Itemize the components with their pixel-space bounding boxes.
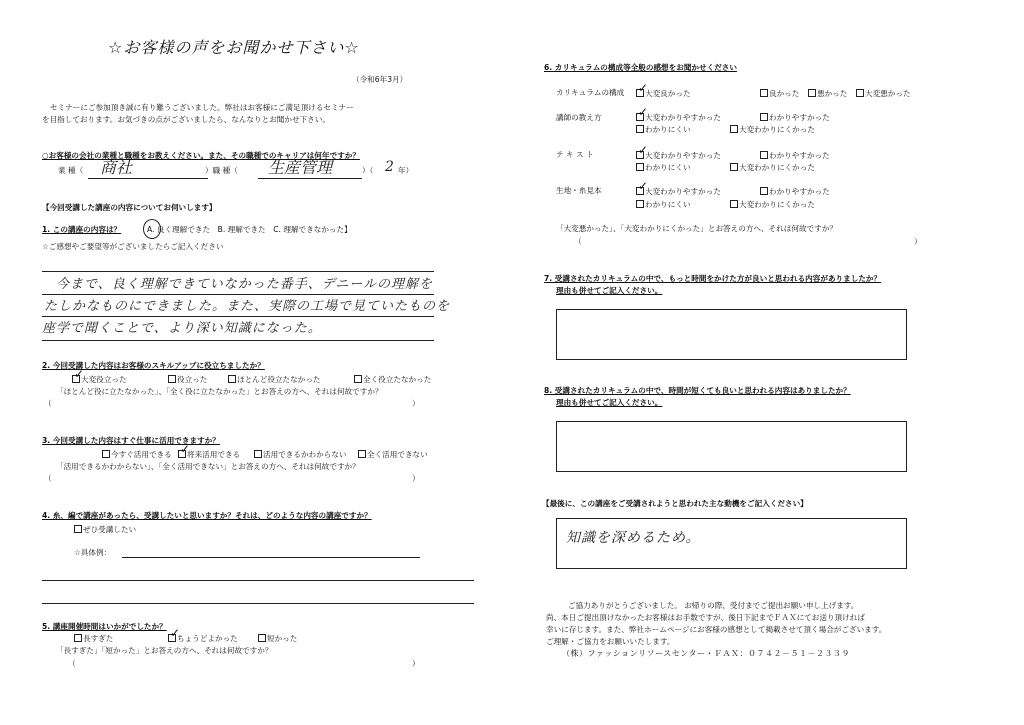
- checkbox[interactable]: [636, 200, 644, 208]
- q6-row3-opt2[interactable]: わかりやすかった: [760, 151, 830, 160]
- q3-option-2[interactable]: 将来活用できる: [178, 450, 240, 459]
- checkbox[interactable]: [730, 163, 738, 171]
- q8-sub: 理由も併せてご記入ください。: [556, 398, 663, 407]
- q4-label: 4. 糸、編で講座があったら、受講したいと思いますか？それは、どのような内容の講座ですか？: [42, 511, 372, 520]
- checkbox[interactable]: [258, 634, 266, 642]
- q6-row3-opt1[interactable]: 大変わかりやすかった: [636, 151, 721, 160]
- checkbox[interactable]: [730, 125, 738, 133]
- q2-option-4[interactable]: 全く役立たなかった: [354, 375, 431, 384]
- footer-line-4: ご理解・ご協力をお願いいたします。: [546, 637, 675, 646]
- q6-row2-label: 講師の教え方: [556, 113, 602, 122]
- checkbox[interactable]: [730, 200, 738, 208]
- checkbox[interactable]: [254, 450, 262, 458]
- q6-row2-opt4[interactable]: 大変わかりにくかった: [730, 125, 815, 134]
- q3-label: 3. 今回受講した内容はすぐ仕事に活用できますか？: [42, 436, 220, 445]
- checkbox[interactable]: [102, 450, 110, 458]
- q6-paren-close: ）: [914, 237, 922, 246]
- q3-option-4[interactable]: 全く活用できない: [358, 450, 428, 459]
- industry-label: 業 種（: [58, 166, 84, 175]
- checkbox[interactable]: [168, 375, 176, 383]
- q1-line-2: [42, 294, 434, 295]
- checkmark-icon: ✓: [74, 367, 85, 381]
- q6-label: 6. カリキュラムの構成等全般の感想をお聞かせください: [544, 63, 737, 72]
- date: （令和6年3月）: [352, 75, 408, 84]
- checkbox[interactable]: [760, 151, 768, 159]
- q2-option-3[interactable]: ほとんど役立たなかった: [228, 375, 321, 384]
- q3-paren-close: ）: [412, 474, 420, 483]
- q6-row1-opt2[interactable]: 良かった: [760, 89, 799, 98]
- q5-followup: 「長すぎた」「短かった」とお答えの方へ、それは何故ですか？: [56, 646, 273, 655]
- q6-row1-opt1[interactable]: 大変良かった: [636, 89, 691, 98]
- checkmark-icon: ✓: [638, 179, 649, 193]
- years-prefix: ）（: [362, 166, 374, 175]
- q6-row1-opt4[interactable]: 大変悪かった: [856, 89, 911, 98]
- q2-followup: 「ほとんど役に立たなかった」、「全く役に立たなかった」とお答えの方へ、それは何故ですか？: [56, 387, 383, 396]
- q2-paren-open: （: [44, 399, 52, 408]
- motive-answer: 知識を深めるため。: [566, 530, 701, 546]
- q1-answer-line-3: 座学で聞くことで、より深い知識になった。: [42, 321, 322, 336]
- q2-label: 2. 今回受講した内容はお客様のスキルアップに役立ちましたか？: [42, 361, 265, 370]
- q5-option-3[interactable]: 短かった: [258, 634, 297, 643]
- q6-row2-opt2[interactable]: わかりやすかった: [760, 113, 830, 122]
- checkbox[interactable]: [228, 375, 236, 383]
- industry-underline: [88, 178, 208, 179]
- checkbox[interactable]: [74, 634, 82, 642]
- checkmark-icon: ✓: [638, 143, 649, 157]
- q2-option-2[interactable]: 役立った: [168, 375, 207, 384]
- q5-option-2[interactable]: ちょうどよかった: [168, 634, 238, 643]
- q1-answer-circle: [143, 219, 161, 239]
- q5-option-1[interactable]: 長すぎた: [74, 634, 113, 643]
- q6-row1-opt3[interactable]: 悪かった: [808, 89, 847, 98]
- q4-line-2[interactable]: [42, 580, 474, 581]
- q6-row4-opt2[interactable]: わかりやすかった: [760, 187, 830, 196]
- q7-label: 7. 受講されたカリキュラムの中で、もっと時間をかけた方が良いと思われる内容がありましたか？: [544, 274, 882, 283]
- q6-row1-label: カリキュラムの構成: [556, 88, 625, 97]
- footer-line-3: 幸いに存じます。また、弊社ホームページにお客様の感想として掲載させて頂く場合がございます。: [546, 625, 887, 634]
- intro-line-2: を目指しております。お気づきの点がございましたら、なんなりとお聞かせ下さい。: [42, 115, 330, 124]
- section-intro: 【今回受講した講座の内容についてお伺いします】: [42, 203, 217, 212]
- checkbox[interactable]: [760, 113, 768, 121]
- q5-paren-close: ）: [412, 659, 420, 668]
- checkbox[interactable]: [636, 125, 644, 133]
- motive-label: 【最後に、この講座をご受講されようと思われた主な動機をご記入ください】: [542, 499, 808, 508]
- q1-line-4: [42, 340, 434, 341]
- checkbox[interactable]: [354, 375, 362, 383]
- q1-answer-line-1: 今まで、良く理解できていなかった番手、デニールの理解を: [56, 277, 433, 292]
- page-title: ☆お客様の声をお聞かせ下さい☆: [108, 38, 360, 57]
- checkmark-icon: ✓: [180, 442, 191, 456]
- q6-row2-opt1[interactable]: 大変わかりやすかった: [636, 113, 721, 122]
- q3-option-3[interactable]: 活用できるかわからない: [254, 450, 347, 459]
- q5-label: 5. 講座開催時間はいかがでしたか？: [42, 622, 167, 631]
- q6-row4-opt4[interactable]: 大変わかりにくかった: [730, 200, 815, 209]
- q4-line-3[interactable]: [42, 603, 474, 604]
- footer-line-2: 尚、本日ご提出頂けなかったお客様はお手数ですが、後日下記までＦＡＸにてお送り頂ければ: [546, 613, 865, 622]
- q6-row4-opt3[interactable]: わかりにくい: [636, 200, 691, 209]
- q4-option-1[interactable]: ぜひ受講したい: [74, 525, 136, 534]
- q6-row2-opt3[interactable]: わかりにくい: [636, 125, 691, 134]
- checkbox[interactable]: [358, 450, 366, 458]
- q5-paren-open: （: [68, 659, 76, 668]
- checkbox[interactable]: [760, 187, 768, 195]
- checkmark-icon: ✓: [638, 105, 649, 119]
- q1-options: A. 良く理解できた B. 理解できた C. 理解できなかった】: [147, 225, 352, 234]
- q6-row4-opt1[interactable]: 大変わかりやすかった: [636, 187, 721, 196]
- footer-line-1: ご協力ありがとうございました。 お帰りの際、受付までご提出お願い申し上げます。: [568, 601, 859, 610]
- q8-answer-box[interactable]: [556, 421, 907, 472]
- q3-paren-open: （: [44, 474, 52, 483]
- years-suffix: 年）: [398, 166, 414, 175]
- q6-paren-open: （: [574, 237, 582, 246]
- q6-row3-label: テ キ ス ト: [556, 150, 594, 159]
- industry-value: 商社: [100, 158, 133, 177]
- checkmark-icon: ✓: [170, 626, 181, 640]
- job-underline: [258, 178, 362, 179]
- job-label: ）職 種（: [205, 166, 238, 175]
- q2-option-1[interactable]: 大変役立った: [72, 375, 127, 384]
- q4-example-line[interactable]: [122, 557, 420, 558]
- q8-label: 8. 受講されたカリキュラムの中で、時間が短くても良いと思われる内容はありましたか？: [544, 386, 851, 395]
- q4-example-label: ☆具体例：: [74, 548, 112, 557]
- q6-row4-label: 生地・糸見本: [556, 186, 602, 195]
- checkbox[interactable]: [808, 89, 816, 97]
- q1-label: 1. この講座の内容は？: [42, 225, 122, 234]
- q1-line-3: [42, 316, 434, 317]
- checkbox[interactable]: [856, 89, 864, 97]
- profile-question: ○お客様の会社の業種と職種をお教えください。また、その職種でのキャリアは何年ですか？: [42, 151, 360, 160]
- q6-row3-opt3[interactable]: わかりにくい: [636, 163, 691, 172]
- q3-option-1[interactable]: 今すぐ活用できる: [102, 450, 172, 459]
- job-value: 生産管理: [268, 158, 333, 177]
- q7-answer-box[interactable]: [556, 309, 907, 360]
- q3-followup: 「活用できるかわからない」、「全く活用できない」とお答えの方へ、それは何故ですか？: [56, 462, 360, 471]
- checkmark-icon: ✓: [638, 81, 649, 95]
- checkbox[interactable]: [636, 163, 644, 171]
- checkbox[interactable]: [760, 89, 768, 97]
- footer-contact: （株）ファッションリソースセンター・ＦＡＸ：０７４２－５１－２３３９: [562, 649, 850, 658]
- q1-answer-line-2: たしかなものにできました。また、実際の工場で見ていたものを: [44, 299, 451, 314]
- checkbox[interactable]: [74, 525, 82, 533]
- q7-sub: 理由も併せてご記入ください。: [556, 286, 663, 295]
- q2-paren-close: ）: [412, 399, 420, 408]
- q6-followup: 「大変悪かった」、「大変わかりにくかった」とお答えの方へ、それは何故ですか？: [556, 224, 837, 233]
- q1-note: ☆ご感想やご要望等がございましたらご記入ください: [42, 242, 224, 251]
- q1-line-1: [42, 271, 434, 272]
- years-value: 2: [385, 159, 394, 175]
- intro-line-1: セミナーにご参加頂き誠に有り難うございました。弊社はお客様にご満足頂けるセミナー: [50, 103, 354, 112]
- q6-row3-opt4[interactable]: 大変わかりにくかった: [730, 163, 815, 172]
